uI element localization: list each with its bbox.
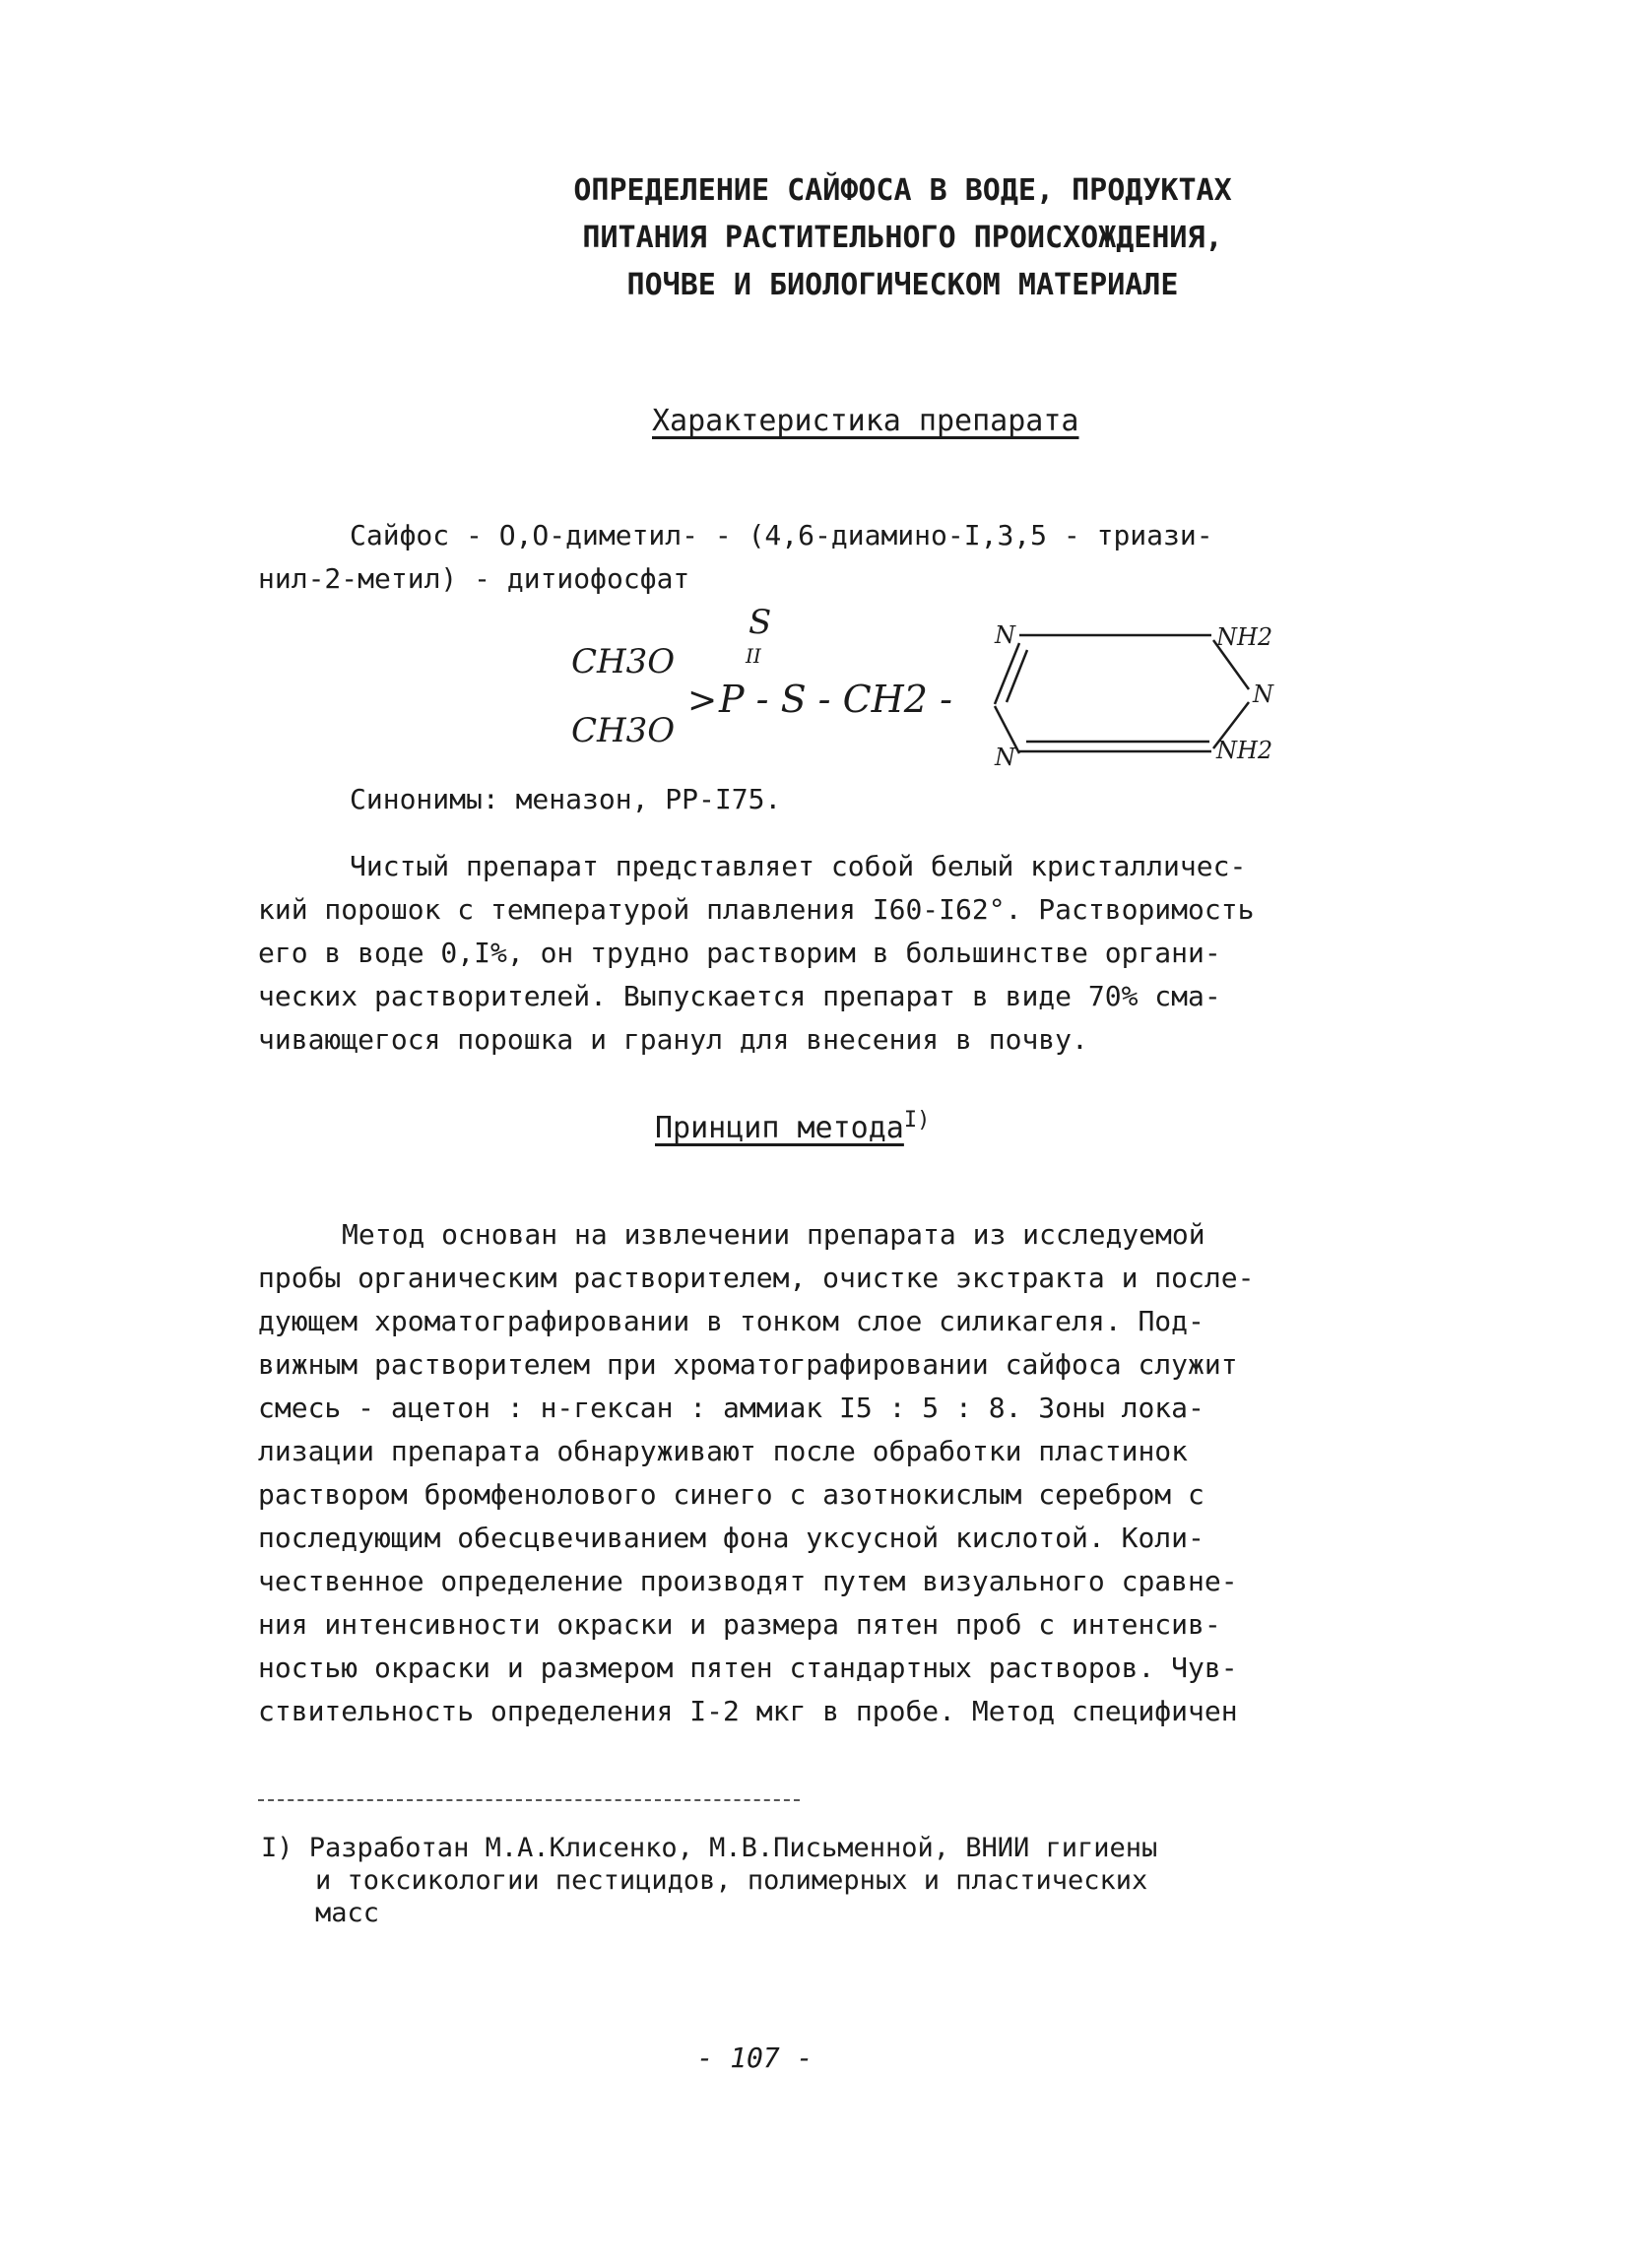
text-line: Чистый препарат представляет собой белый кристалличес- — [350, 850, 1247, 882]
title-line: ПОЧВЕ И БИОЛОГИЧЕСКОМ МАТЕРИАЛЕ — [626, 268, 1179, 302]
footnote-line: и токсикологии пестицидов, полимерных и пластических — [315, 1865, 1148, 1896]
method-paragraph — [258, 1213, 1425, 1733]
footnote-divider — [258, 1799, 800, 1801]
formula-ch3o-bottom: CH3O — [571, 711, 676, 750]
text-line: чивающегося порошка и гранул для внесения в почву. — [258, 1023, 1088, 1056]
properties-paragraph — [258, 845, 1425, 1062]
formula-ring-n-bottom: N — [995, 744, 1015, 771]
heading-text: Принцип метода — [655, 1111, 904, 1145]
footnote-line: масс — [315, 1898, 380, 1928]
formula-chain: P - S - CH2 - — [719, 678, 952, 721]
footnote-line: I) Разработан М.А.Клисенко, М.В.Письменной, ВНИИ гигиены — [261, 1833, 1158, 1863]
text-line: пробы органическим растворителем, очистке экстракта и после- — [258, 1262, 1255, 1294]
footnote — [261, 1832, 1157, 1929]
heading-text: Характеристика препарата — [652, 404, 1079, 438]
formula-sulfur: S — [749, 603, 772, 642]
text-line: ческих растворителей. Выпускается препарат в виде 70% сма- — [258, 980, 1221, 1012]
section-heading-characteristics — [652, 404, 1078, 438]
triazine-ring — [995, 635, 1249, 753]
formula-ring-n-top: N — [995, 621, 1015, 649]
text-line: вижным растворителем при хроматографировании сайфоса служит — [258, 1348, 1238, 1381]
section-heading-principle — [655, 1108, 930, 1145]
text-line: раствором бромфенолового синего с азотнокислым серебром с — [258, 1478, 1205, 1511]
document-title — [89, 167, 1628, 309]
synonyms-line: Синонимы: меназон, РР-I75. — [350, 783, 782, 815]
text-line: ствительность определения I-2 мкг в пробе. Метод специфичен — [258, 1695, 1238, 1727]
text-line: чественное определение производят путем визуального сравне- — [258, 1565, 1238, 1597]
formula-drawing — [571, 596, 1280, 793]
formula-nh2-bottom: NH2 — [1216, 737, 1273, 764]
title-line: ПИТАНИЯ РАСТИТЕЛЬНОГО ПРОИСХОЖДЕНИЯ, — [582, 221, 1223, 255]
text-line: дующем хроматографировании в тонком слое силикагеля. Под- — [258, 1305, 1205, 1337]
formula-branch: > — [687, 680, 718, 721]
text-line: его в воде 0,I%, он трудно растворим в большинстве органи- — [258, 937, 1221, 969]
footnote-marker: I) — [903, 1108, 931, 1133]
text-line: смесь - ацетон : н-гексан : аммиак I5 : 5 : 8. Зоны лока- — [258, 1392, 1205, 1424]
text-line: лизации препарата обнаруживают после обработки пластинок — [258, 1435, 1189, 1467]
text-line: кий порошок с температурой плавления I60-I62°. Растворимость — [258, 893, 1255, 926]
title-line: ОПРЕДЕЛЕНИЕ САЙФОСА В ВОДЕ, ПРОДУКТАХ — [573, 173, 1232, 208]
formula-ch3o-top: CH3O — [571, 642, 676, 681]
text-line: Метод основан на извлечении препарата из исследуемой — [342, 1218, 1205, 1251]
text-line: последующим обесцвечиванием фона уксусной кислотой. Коли- — [258, 1522, 1205, 1554]
text-line: нил-2-метил) - дитиофосфат — [258, 562, 690, 595]
formula-nh2-top: NH2 — [1216, 623, 1273, 651]
text-line: Сайфос - О,О-диметил- - (4,6-диамино-I,3,5 - триази- — [350, 519, 1213, 551]
text-line: ния интенсивности окраски и размера пятен проб с интенсив- — [258, 1608, 1221, 1641]
text-line: ностью окраски и размером пятен стандартных растворов. Чув- — [258, 1652, 1238, 1684]
page-number: - 107 - — [696, 2041, 814, 2074]
structural-formula — [571, 596, 1280, 793]
formula-double-bond: II — [746, 644, 761, 668]
compound-description — [258, 514, 1425, 601]
formula-ring-n-right: N — [1253, 680, 1273, 708]
